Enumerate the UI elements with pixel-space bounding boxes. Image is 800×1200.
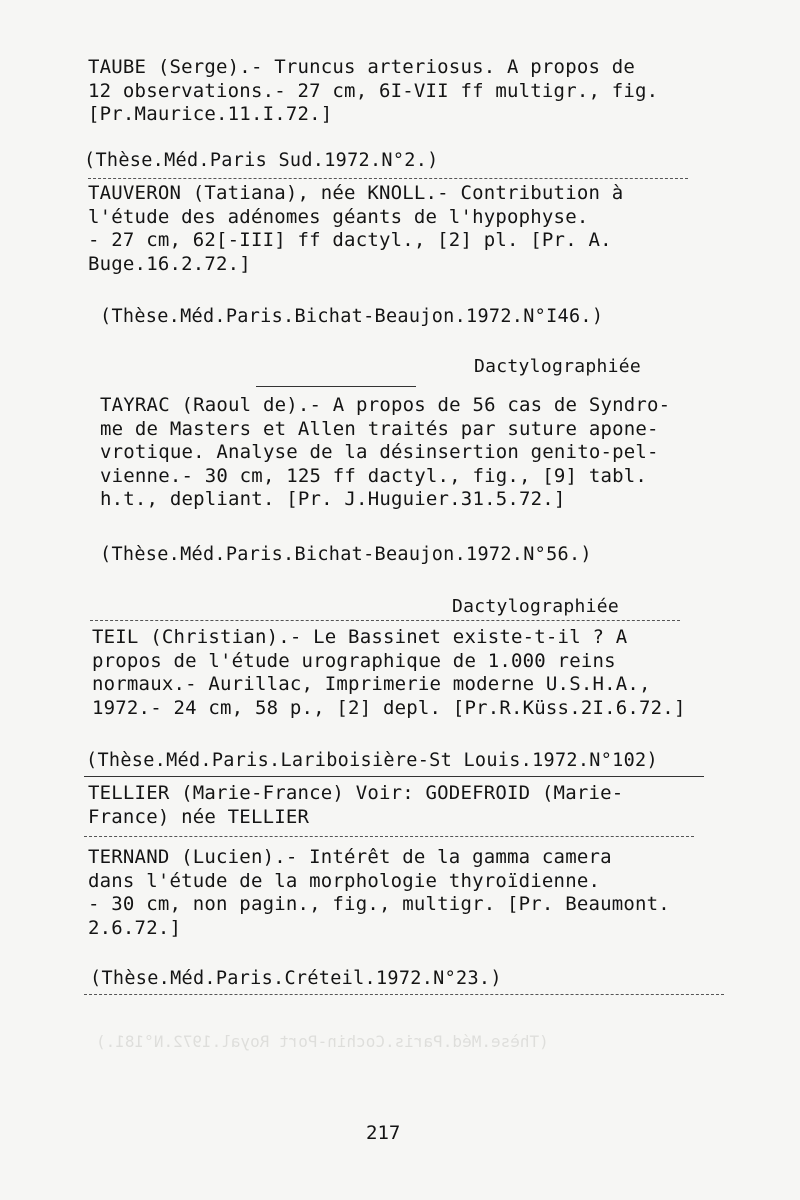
entry-line: l'étude des adénomes géants de l'hypophyse.: [88, 205, 589, 228]
bibliography-entry: [88, 182, 708, 276]
format-note: Dactylographiée: [452, 596, 620, 617]
entry-line: propos de l'étude urographique de 1.000 reins: [92, 649, 616, 672]
entry-line: 2.6.72.]: [88, 916, 182, 939]
bibliography-entry: [92, 626, 712, 720]
bibliography-entry: [88, 846, 708, 940]
thesis-reference: (Thèse.Méd.Paris.Créteil.1972.N°23.): [90, 968, 502, 989]
entry-divider: [84, 776, 704, 777]
entry-line: TEIL (Christian).- Le Bassinet existe-t-il ? A: [92, 626, 628, 648]
entry-divider: [88, 178, 688, 179]
entry-divider: [84, 994, 724, 995]
entry-line: TERNAND (Lucien).- Intérêt de la gamma camera: [88, 846, 612, 868]
entry-line: TELLIER (Marie-France) Voir: GODEFROID (Marie-: [88, 782, 624, 804]
entry-line: me de Masters et Allen traités par suture apone-: [100, 417, 659, 440]
thesis-reference: (Thèse.Méd.Paris.Bichat-Beaujon.1972.N°56.): [100, 544, 592, 565]
entry-divider: [84, 836, 694, 837]
entry-line: France) née TELLIER: [88, 805, 310, 828]
entry-line: h.t., depliant. [Pr. J.Huguier.31.5.72.]: [100, 488, 566, 510]
format-note: Dactylographiée: [474, 356, 642, 377]
entry-line: - 30 cm, non pagin., fig., multigr. [Pr. Beaumont.: [88, 893, 670, 915]
thesis-reference: (Thèse.Méd.Paris Sud.1972.N°2.): [84, 150, 439, 171]
entry-line: vrotique. Analyse de la désinsertion genito-pel-: [100, 441, 659, 463]
page-number: 217: [366, 1122, 401, 1144]
entry-divider: [90, 620, 680, 621]
bibliography-entry: [100, 394, 720, 512]
entry-line: dans l'étude de la morphologie thyroïdienne.: [88, 869, 601, 892]
entry-line: - 27 cm, 62[-III] ff dactyl., [2] pl. [Pr. A.: [88, 229, 612, 251]
entry-line: [Pr.Maurice.11.I.72.]: [88, 103, 333, 125]
bibliography-entry: [88, 782, 708, 829]
bleed-through-text: (Thèse.Méd.Paris.Cochin-Port Royal.1972.N°181.): [96, 1032, 549, 1051]
entry-divider: [256, 386, 416, 387]
entry-line: TAYRAC (Raoul de).- A propos de 56 cas de Syndro-: [100, 394, 671, 416]
entry-line: TAUBE (Serge).- Truncus arteriosus. A propos de: [88, 56, 636, 78]
entry-line: 12 observations.- 27 cm, 6I-VII ff multigr., fig.: [88, 79, 659, 102]
thesis-reference: (Thèse.Méd.Paris.Bichat-Beaujon.1972.N°I46.): [100, 306, 604, 327]
entry-line: normaux.- Aurillac, Imprimerie moderne U.S.H.A.,: [92, 673, 651, 695]
entry-line: Buge.16.2.72.]: [88, 252, 251, 275]
thesis-reference: (Thèse.Méd.Paris.Lariboisière-St Louis.1972.N°102): [86, 750, 658, 771]
entry-line: 1972.- 24 cm, 58 p., [2] depl. [Pr.R.Küss.2I.6.72.]: [92, 696, 686, 719]
bibliography-entry: [88, 56, 708, 127]
entry-line: TAUVERON (Tatiana), née KNOLL.- Contribution à: [88, 182, 624, 204]
entry-line: vienne.- 30 cm, 125 ff dactyl., fig., [9] tabl.: [100, 464, 648, 487]
